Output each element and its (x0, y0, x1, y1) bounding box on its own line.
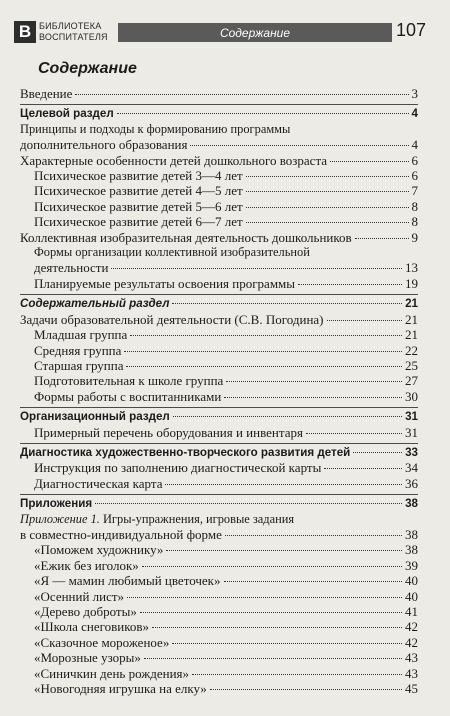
toc-entry-age-3-4[interactable] (20, 168, 418, 183)
toc-entry-text: Коллективная изобразительная деятельность дошкольников (20, 229, 352, 245)
toc-entry-senior-group[interactable] (20, 358, 418, 373)
dot-leader (224, 581, 403, 582)
toc-entry-text: Примерный перечень оборудования и инвентаря (34, 424, 303, 440)
dot-leader (225, 535, 402, 536)
toc-entry-game-4[interactable] (20, 589, 418, 604)
toc-entry-page: 21 (405, 327, 418, 343)
toc-entry-page: 9 (411, 229, 418, 245)
toc-entry-text: Средняя группа (34, 342, 122, 358)
toc-entry-text: Подготовительная к школе группа (34, 373, 224, 389)
toc-entry-text-line2: деятельности (34, 260, 109, 276)
toc-entry-page: 8 (411, 198, 418, 214)
toc-entry-text: Младшая группа (34, 327, 128, 343)
toc-entry-tasks[interactable] (20, 312, 418, 327)
toc-entry-page: 31 (405, 410, 418, 424)
toc-entry-age-4-5[interactable] (20, 183, 418, 198)
toc-entry-work-forms[interactable] (20, 389, 418, 404)
series-name (39, 21, 108, 43)
toc-entry-text: Содержательный раздел (20, 297, 170, 311)
toc-entry-text: «Я — мамин любимый цветочек» (34, 573, 221, 589)
toc-entry-game-5[interactable] (20, 604, 418, 619)
toc-entry-text-line1: Принципы и подходы к формированию программы (20, 121, 291, 136)
dot-leader (126, 366, 402, 367)
toc-entry-intro[interactable] (20, 86, 418, 101)
page-number: 107 (396, 20, 427, 40)
section-bar: Содержание (118, 23, 392, 42)
toc-entry-game-10[interactable] (20, 681, 418, 696)
appendix-label: Приложение 1. (20, 511, 100, 526)
series-logo: В (14, 21, 36, 43)
toc-entry-text: Характерные особенности детей дошкольного возраста (20, 152, 328, 168)
toc-entry-page: 31 (405, 424, 418, 440)
toc-entry-text-line2: дополнительного образования (20, 137, 188, 153)
toc-entry-text: Приложения (20, 497, 93, 511)
toc-entry-diagnostic-card[interactable] (20, 476, 418, 491)
toc-entry-page: 4 (411, 107, 418, 121)
toc-section-diagnostics[interactable] (20, 443, 418, 460)
toc-entry-page: 41 (405, 604, 418, 619)
toc-entry-game-3[interactable] (20, 573, 418, 588)
toc-entry-text: Организационный раздел (20, 410, 170, 424)
series-line-2: ВОСПИТАТЕЛЯ (39, 32, 108, 42)
toc-section-organizational[interactable] (20, 407, 418, 424)
dot-leader (327, 320, 402, 321)
dot-leader (95, 503, 402, 504)
toc-entry-page: 8 (411, 214, 418, 230)
dot-leader (224, 397, 402, 398)
dot-leader (226, 381, 402, 382)
toc-entry-planned-results[interactable] (20, 276, 418, 291)
toc-entry-page: 6 (411, 152, 418, 168)
dot-leader (127, 597, 402, 598)
dot-leader (324, 468, 402, 469)
toc-section-content[interactable] (20, 294, 418, 311)
toc-entry-game-1[interactable] (20, 542, 418, 557)
dot-leader (246, 191, 409, 192)
toc-entry-preparatory-group[interactable] (20, 373, 418, 388)
toc-entry-text-line2: в совместно-индивидуальной форме (20, 526, 222, 542)
toc-entry-game-2[interactable] (20, 558, 418, 573)
toc-entry-text: Задачи образовательной деятельности (С.В. Погодина) (20, 311, 324, 327)
dot-leader (173, 416, 402, 417)
toc-entry-page: 27 (405, 373, 418, 389)
toc-entry-page: 7 (411, 183, 418, 199)
toc-entry-text: Психическое развитие детей 3—4 лет (34, 168, 243, 184)
dot-leader (246, 222, 409, 223)
toc-entry-page: 3 (411, 86, 418, 101)
toc-entry-text: «Ежик без иголок» (34, 557, 139, 573)
page-header (14, 20, 427, 44)
toc-entry-text: «Дерево доброты» (34, 604, 137, 619)
dot-leader (246, 207, 409, 208)
toc-entry-text: «Новогодняя игрушка на елку» (34, 681, 207, 697)
toc-entry-age-5-6[interactable] (20, 199, 418, 214)
toc-entry-age-6-7[interactable] (20, 214, 418, 229)
dot-leader (172, 303, 402, 304)
toc-entry-text: «Осенний лист» (34, 588, 125, 604)
toc-entry-junior-group[interactable] (20, 327, 418, 342)
toc-section-appendices[interactable] (20, 494, 418, 511)
toc-entry-text: Формы работы с воспитанниками (34, 388, 222, 404)
toc-entry-characteristics[interactable] (20, 153, 418, 168)
toc-entry-text: Психическое развитие детей 6—7 лет (34, 214, 243, 230)
dot-leader (117, 113, 409, 114)
toc-entry-text: Диагностическая карта (34, 475, 163, 491)
toc-entry-text-line1: Игры-упражнения, игровые задания (99, 511, 295, 526)
toc-entry-principles[interactable] (20, 122, 418, 153)
toc-entry-text: Планируемые результаты освоения программы (34, 275, 296, 291)
toc-entry-text: Инструкция по заполнению диагностической карты (34, 460, 322, 476)
dot-leader (142, 566, 402, 567)
toc-entry-text: «Сказочное мороженое» (34, 634, 170, 650)
dot-leader (355, 238, 409, 239)
toc-entry-text: «Школа снеговиков» (34, 619, 150, 635)
toc-entry-text: Старшая группа (34, 357, 124, 373)
toc-entry-game-9[interactable] (20, 666, 418, 681)
dot-leader (330, 161, 408, 162)
toc-entry-text: «Поможем художнику» (34, 542, 164, 558)
toc-entry-text-line1: Формы организации коллективной изобразительной (34, 245, 310, 260)
dot-leader (144, 658, 402, 659)
toc-entry-text: Целевой раздел (20, 107, 114, 121)
toc-entry-text: Введение (20, 86, 73, 101)
toc-entry-text: Психическое развитие детей 5—6 лет (34, 198, 243, 214)
toc-section-target[interactable] (20, 104, 418, 121)
toc-entry-page: 34 (405, 460, 418, 476)
dot-leader (166, 550, 402, 551)
dot-leader (190, 145, 408, 146)
toc-entry-game-6[interactable] (20, 619, 418, 634)
dot-leader (152, 627, 402, 628)
table-of-contents (20, 86, 418, 696)
toc-entry-page: 21 (405, 311, 418, 327)
dot-leader (130, 335, 402, 336)
toc-entry-appendix-1[interactable] (20, 512, 418, 543)
toc-entry-page: 42 (405, 634, 418, 650)
dot-leader (246, 176, 409, 177)
dot-leader (111, 268, 402, 269)
toc-entry-page: 36 (405, 475, 418, 491)
toc-entry-page: 6 (411, 168, 418, 184)
toc-entry-page: 38 (405, 526, 418, 542)
toc-entry-game-7[interactable] (20, 635, 418, 650)
toc-entry-page: 39 (405, 557, 418, 573)
toc-entry-game-8[interactable] (20, 650, 418, 665)
toc-entry-instruction[interactable] (20, 460, 418, 475)
dot-leader (140, 612, 402, 613)
dot-leader (192, 674, 402, 675)
toc-entry-text: Психическое развитие детей 4—5 лет (34, 183, 243, 199)
toc-entry-page: 21 (405, 297, 418, 311)
dot-leader (210, 689, 402, 690)
toc-entry-page: 38 (405, 542, 418, 558)
toc-entry-middle-group[interactable] (20, 343, 418, 358)
toc-entry-page: 45 (405, 681, 418, 697)
toc-entry-page: 30 (405, 388, 418, 404)
dot-leader (353, 452, 402, 453)
dot-leader (172, 643, 402, 644)
toc-entry-equipment[interactable] (20, 425, 418, 440)
toc-entry-collective-activity[interactable] (20, 230, 418, 245)
toc-entry-page: 40 (405, 588, 418, 604)
toc-entry-page: 4 (411, 137, 418, 153)
toc-entry-page: 33 (405, 445, 418, 459)
toc-entry-page: 43 (405, 650, 418, 666)
dot-leader (306, 433, 402, 434)
toc-title: Содержание (38, 60, 137, 77)
toc-entry-text: «Синичкин день рождения» (34, 665, 190, 681)
dot-leader (298, 284, 402, 285)
toc-entry-page: 38 (405, 497, 418, 511)
toc-entry-page: 43 (405, 665, 418, 681)
toc-entry-text: Диагностика художественно-творческого развития детей (20, 445, 351, 459)
toc-entry-page: 25 (405, 357, 418, 373)
dot-leader (75, 94, 408, 95)
toc-entry-text: «Морозные узоры» (34, 650, 141, 666)
toc-entry-organization-forms[interactable] (20, 245, 418, 276)
toc-entry-page: 13 (405, 260, 418, 276)
toc-entry-page: 42 (405, 619, 418, 635)
series-line-1: БИБЛИОТЕКА (39, 21, 102, 31)
dot-leader (165, 484, 402, 485)
dot-leader (124, 351, 402, 352)
toc-entry-page: 19 (405, 275, 418, 291)
toc-entry-page: 40 (405, 573, 418, 589)
toc-entry-page: 22 (405, 342, 418, 358)
